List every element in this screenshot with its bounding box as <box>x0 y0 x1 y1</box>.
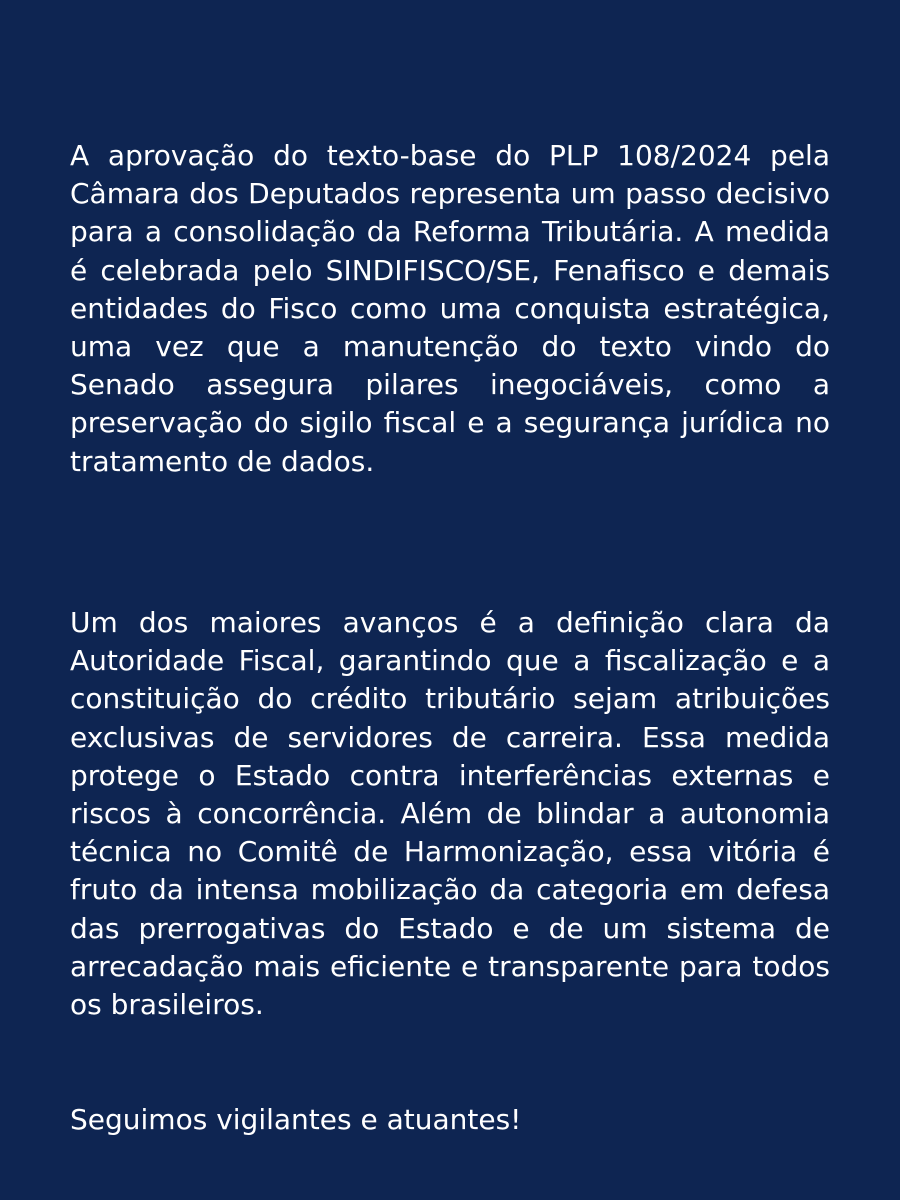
closing-statement: Seguimos vigilantes e atuantes! <box>70 1103 522 1136</box>
paragraph-approval: A aprovação do texto-base do PLP 108/2024 pela Câmara dos Deputados representa um passo decisivo para a consolidação da Reforma Tributária. A medida é celebrada pelo SINDIFISCO/SE, Fenafisco e demais entidades do Fisco como uma conquista estratégica, uma vez que a manutenção do texto vindo do Senado assegura pilares inegociáveis, como a preservação do sigilo fiscal e a segurança jurídica no tratamento de dados. <box>70 139 830 478</box>
paragraph-fiscal-authority: Um dos maiores avanços é a definição clara da Autoridade Fiscal, garantindo que a fiscalização e a constituição do crédito tributário sejam atribuições exclusivas de servidores de carreira. Essa medida protege o Estado contra interferências externas e riscos à concorrência. Além de blindar a autonomia técnica no Comitê de Harmonização, essa vitória é fruto da intensa mobilização da categoria em defesa das prerrogativas do Estado e de um sistema de arrecadação mais eficiente e transparente para todos os brasileiros. <box>70 606 830 1022</box>
